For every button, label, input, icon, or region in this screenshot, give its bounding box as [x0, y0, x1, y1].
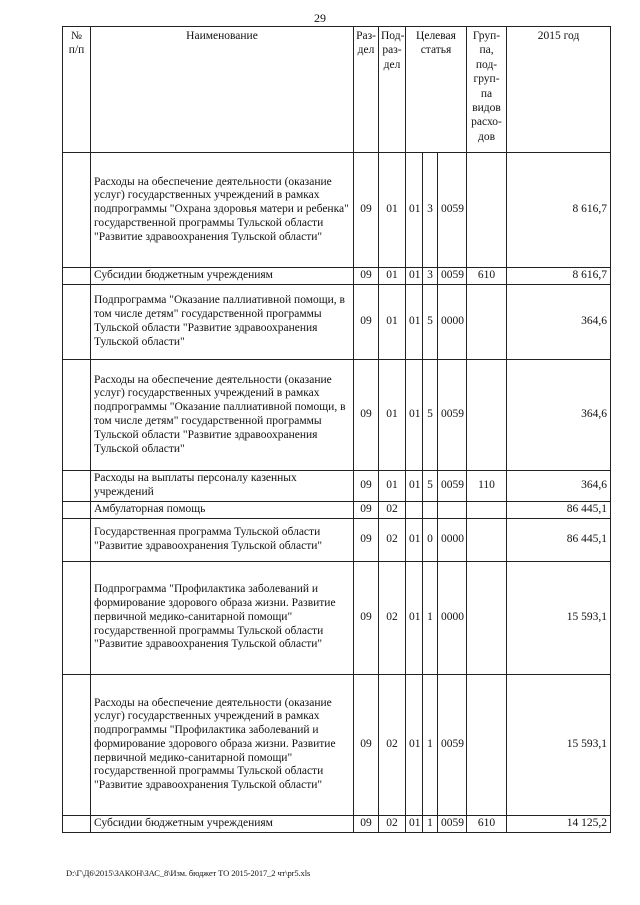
row-target-part2: 5: [423, 471, 438, 502]
row-target-part3: 0000: [438, 285, 467, 360]
row-target-part3: 0000: [438, 518, 467, 561]
row-razdel: 09: [354, 471, 379, 502]
row-target-part2: 0: [423, 518, 438, 561]
row-number: [63, 471, 91, 502]
row-expense-type: [467, 674, 507, 815]
row-target-part3: 0059: [438, 471, 467, 502]
header-expense-type: Груп-па, под-груп-па видов расхо-дов: [467, 27, 507, 153]
row-target-part2: 1: [423, 674, 438, 815]
row-podrazdel: 02: [379, 815, 406, 832]
row-amount: 8 616,7: [507, 153, 611, 268]
table-row: [63, 471, 611, 502]
row-name: Государственная программа Тульской области "Развитие здравоохранения Тульской области": [91, 518, 354, 561]
row-target-part2: 5: [423, 360, 438, 471]
row-target-part3: 0059: [438, 815, 467, 832]
row-target-part3: [438, 502, 467, 519]
row-expense-type: 610: [467, 268, 507, 285]
row-razdel: 09: [354, 360, 379, 471]
row-expense-type: [467, 360, 507, 471]
table-header-row: [63, 27, 611, 153]
row-podrazdel: 02: [379, 518, 406, 561]
row-amount: 14 125,2: [507, 815, 611, 832]
row-name: Субсидии бюджетным учреждениям: [91, 268, 354, 285]
row-name: Расходы на выплаты персоналу казенных учреждений: [91, 471, 354, 502]
row-target-part2: 1: [423, 815, 438, 832]
row-expense-type: [467, 502, 507, 519]
row-name: Амбулаторная помощь: [91, 502, 354, 519]
row-podrazdel: 01: [379, 268, 406, 285]
row-name: Субсидии бюджетным учреждениям: [91, 815, 354, 832]
row-number: [63, 502, 91, 519]
header-num: № п/п: [63, 27, 91, 153]
row-amount: 15 593,1: [507, 674, 611, 815]
row-amount: 8 616,7: [507, 268, 611, 285]
row-name: Расходы на обеспечение деятельности (оказание услуг) государственных учреждений в рамках подпрограммы "Охрана здоровья матери и ребенка" государственной программы Тульской области "Развитие здравоохранения Тульской области": [91, 153, 354, 268]
header-target-article: Целевая статья: [406, 27, 467, 153]
row-target-part2: 3: [423, 268, 438, 285]
row-target-part1: 01: [406, 561, 423, 674]
row-amount: 86 445,1: [507, 502, 611, 519]
row-expense-type: 610: [467, 815, 507, 832]
row-amount: 86 445,1: [507, 518, 611, 561]
row-razdel: 09: [354, 674, 379, 815]
row-name: Подпрограмма "Профилактика заболеваний и формирование здорового образа жизни. Развитие первичной медико-санитарной помощи" государственной программы Тульской области "Развитие здравоохранения Тульской области": [91, 561, 354, 674]
header-podrazdel: Под-раз-дел: [379, 27, 406, 153]
row-target-part1: 01: [406, 815, 423, 832]
row-amount: 15 593,1: [507, 561, 611, 674]
row-target-part1: 01: [406, 518, 423, 561]
row-target-part1: 01: [406, 153, 423, 268]
row-number: [63, 815, 91, 832]
table-row: [63, 285, 611, 360]
row-target-part2: [423, 502, 438, 519]
header-name: Наименование: [91, 27, 354, 153]
row-amount: 364,6: [507, 285, 611, 360]
row-expense-type: 110: [467, 471, 507, 502]
page-number: 29: [314, 11, 326, 25]
header-razdel: Раз-дел: [354, 27, 379, 153]
row-podrazdel: 02: [379, 561, 406, 674]
row-number: [63, 561, 91, 674]
row-expense-type: [467, 153, 507, 268]
table-row: [63, 561, 611, 674]
row-name: Расходы на обеспечение деятельности (оказание услуг) государственных учреждений в рамках подпрограммы "Оказание паллиативной помощи, в том числе детям" государственной программы Тульской области "Развитие здравоохранения Тульской области": [91, 360, 354, 471]
row-name: Подпрограмма "Оказание паллиативной помощи, в том числе детям" государственной программы Тульской области "Развитие здравоохранения Тульской области": [91, 285, 354, 360]
row-target-part3: 0000: [438, 561, 467, 674]
row-number: [63, 268, 91, 285]
row-expense-type: [467, 518, 507, 561]
row-podrazdel: 02: [379, 502, 406, 519]
row-amount: 364,6: [507, 360, 611, 471]
row-razdel: 09: [354, 561, 379, 674]
row-number: [63, 360, 91, 471]
header-year: 2015 год: [507, 27, 611, 153]
row-razdel: 09: [354, 285, 379, 360]
row-podrazdel: 02: [379, 674, 406, 815]
table-row: [63, 815, 611, 832]
row-target-part1: 01: [406, 268, 423, 285]
row-razdel: 09: [354, 518, 379, 561]
row-target-part3: 0059: [438, 360, 467, 471]
row-razdel: 09: [354, 502, 379, 519]
row-target-part1: 01: [406, 674, 423, 815]
row-razdel: 09: [354, 815, 379, 832]
row-number: [63, 674, 91, 815]
row-razdel: 09: [354, 268, 379, 285]
row-name: Расходы на обеспечение деятельности (оказание услуг) государственных учреждений в рамках подпрограммы "Профилактика заболеваний и формирование здорового образа жизни. Развитие первичной медико-санитарной помощи" государственной программы Тульской области "Развитие здравоохранения Тульской области": [91, 674, 354, 815]
row-number: [63, 285, 91, 360]
table-row: [63, 502, 611, 519]
row-razdel: 09: [354, 153, 379, 268]
row-target-part2: 5: [423, 285, 438, 360]
row-target-part2: 3: [423, 153, 438, 268]
footer-file-path: D:\Г\Д6\2015\ЗАКОН\ЗАС_8\Изм. бюджет ТО 2015-2017_2 чт\pr5.xls: [66, 868, 311, 878]
row-amount: 364,6: [507, 471, 611, 502]
row-target-part1: 01: [406, 285, 423, 360]
row-expense-type: [467, 561, 507, 674]
row-target-part2: 1: [423, 561, 438, 674]
row-podrazdel: 01: [379, 360, 406, 471]
row-expense-type: [467, 285, 507, 360]
row-target-part3: 0059: [438, 674, 467, 815]
row-podrazdel: 01: [379, 471, 406, 502]
row-number: [63, 518, 91, 561]
table-row: [63, 153, 611, 268]
table-row: [63, 674, 611, 815]
budget-table: [62, 26, 611, 833]
row-target-part3: 0059: [438, 153, 467, 268]
table-row: [63, 360, 611, 471]
table-row: [63, 518, 611, 561]
row-number: [63, 153, 91, 268]
row-podrazdel: 01: [379, 153, 406, 268]
row-target-part1: [406, 502, 423, 519]
table-row: [63, 268, 611, 285]
row-target-part1: 01: [406, 471, 423, 502]
row-target-part1: 01: [406, 360, 423, 471]
table-body: [63, 153, 611, 833]
row-podrazdel: 01: [379, 285, 406, 360]
row-target-part3: 0059: [438, 268, 467, 285]
